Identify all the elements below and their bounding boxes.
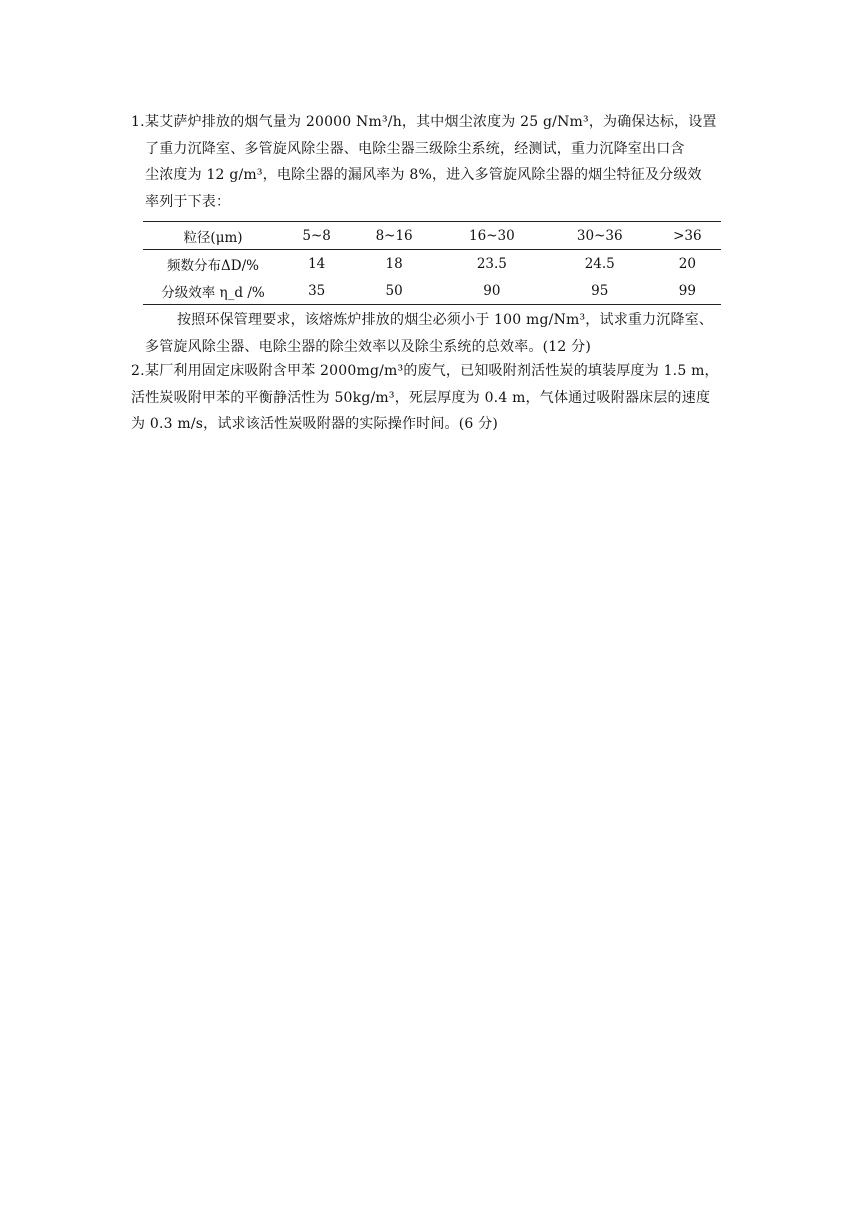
question-1-line-4: 率列于下表： bbox=[145, 193, 231, 210]
table-cell: 95 bbox=[591, 282, 609, 299]
table-cell: 50 bbox=[385, 282, 403, 299]
header-cell: 16~30 bbox=[469, 227, 515, 244]
question-2-text-1: 某厂利用固定床吸附含甲苯 2000mg/m³的废气，已知吸附剂活性炭的填装厚度为 1.5 m， bbox=[145, 363, 719, 379]
table-cell: 20 bbox=[678, 255, 696, 272]
question-1-text-1: 某艾萨炉排放的烟气量为 20000 Nm³/h，其中烟尘浓度为 25 g/Nm³，为确保达标，设置 bbox=[145, 114, 717, 130]
question-2-number: 2. bbox=[131, 363, 145, 379]
header-label: 粒径(μm) bbox=[183, 229, 243, 246]
table-cell: 35 bbox=[308, 282, 326, 299]
row-label: 分级效率 η_d /% bbox=[161, 284, 265, 301]
header-cell: >36 bbox=[673, 227, 702, 244]
table-cell: 18 bbox=[385, 255, 403, 272]
table-cell: 24.5 bbox=[584, 255, 615, 272]
header-cell: 5~8 bbox=[302, 227, 331, 244]
question-1-line-1 bbox=[131, 109, 743, 136]
question-2-line-2: 活性炭吸附甲苯的平衡静活性为 50kg/m³，死层厚度为 0.4 m，气体通过吸附器床层的速度 bbox=[131, 389, 711, 406]
question-1-line-2: 了重力沉降室、多管旋风除尘器、电除尘器三级除尘系统，经测试，重力沉降室出口含 bbox=[145, 140, 685, 157]
table-cell: 90 bbox=[483, 282, 501, 299]
header-cell: 8~16 bbox=[375, 227, 413, 244]
question-1-after-line-1: 按照环保管理要求，该熔炼炉排放的烟尘必须小于 100 mg/Nm³，试求重力沉降室、 bbox=[177, 312, 714, 328]
table-row bbox=[143, 250, 721, 278]
question-2-line-1 bbox=[131, 358, 751, 385]
table-cell: 23.5 bbox=[476, 255, 507, 272]
table-row bbox=[143, 277, 721, 305]
header-cell: 30~36 bbox=[576, 227, 623, 244]
row-label: 频数分布ΔD/% bbox=[167, 257, 259, 274]
particle-table bbox=[143, 221, 721, 305]
question-1-continuation bbox=[131, 307, 751, 360]
question-1 bbox=[131, 109, 743, 215]
question-1-line-3: 尘浓度为 12 g/m³，电除尘器的漏风率为 8%，进入多管旋风除尘器的烟尘特征及分级效 bbox=[145, 167, 702, 183]
question-2 bbox=[131, 358, 751, 438]
table-header-row bbox=[143, 222, 721, 250]
question-2-line-3: 为 0.3 m/s，试求该活性炭吸附器的实际操作时间。(6 分) bbox=[131, 416, 499, 432]
question-1-number: 1. bbox=[131, 114, 145, 130]
table-cell: 14 bbox=[308, 255, 326, 272]
question-1-after-line-2: 多管旋风除尘器、电除尘器的除尘效率以及除尘系统的总效率。(12 分) bbox=[145, 338, 591, 355]
table-cell: 99 bbox=[678, 282, 696, 299]
